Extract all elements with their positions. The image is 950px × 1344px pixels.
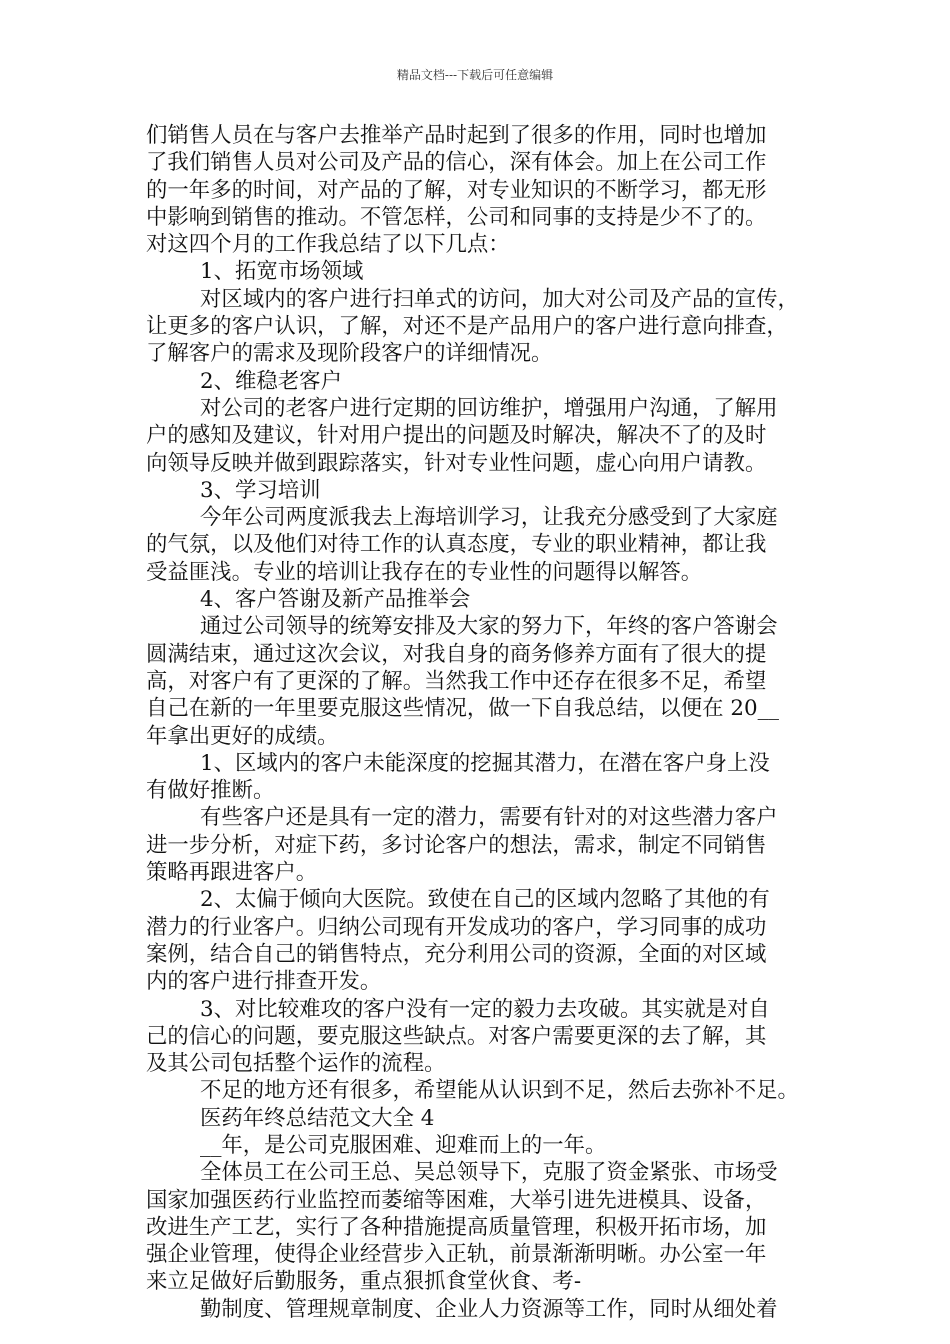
text-line: 对这四个月的工作我总结了以下几点： — [146, 232, 510, 258]
text-line: 通过公司领导的统筹安排及大家的努力下，年终的客户答谢会 — [200, 614, 778, 640]
page-header: 精品文档---下载后可任意编辑 — [396, 68, 554, 82]
text-line: 来立足做好后勤服务，重点狠抓食堂伙食、考- — [146, 1269, 582, 1295]
text-line: 户的感知及建议，针对用户提出的问题及时解决，解决不了的及时 — [146, 423, 767, 449]
text-line: 改进生产工艺，实行了各种措施提高质量管理，积极开拓市场，加 — [146, 1214, 767, 1240]
text-line: 年拿出更好的成绩。 — [146, 723, 339, 749]
text-line: 的一年多的时间，对产品的了解，对专业知识的不断学习，都无形 — [146, 177, 767, 203]
text-line: 圆满结束，通过这次会议，对我自身的商务修养方面有了很大的提 — [146, 641, 767, 667]
text-line: 了解客户的需求及现阶段客户的详细情况。 — [146, 341, 553, 367]
text-line: 不足的地方还有很多，希望能从认识到不足，然后去弥补不足。 — [200, 1078, 799, 1104]
text-line: 中影响到销售的推动。不管怎样，公司和同事的支持是少不了的。 — [146, 204, 767, 230]
text-line: 医药年终总结范文大全 4 — [200, 1105, 435, 1131]
text-line: 1、区域内的客户未能深度的挖掘其潜力，在潜在客户身上没 — [200, 750, 770, 776]
text-line: 案例，结合自己的销售特点，充分利用公司的资源，全面的对区域 — [146, 941, 767, 967]
text-line: 国家加强医药行业监控而萎缩等困难，大举引进先进模具、设备， — [146, 1187, 767, 1213]
text-line: 己的信心的问题，要克服这些缺点。对客户需要更深的去了解，其 — [146, 1023, 767, 1049]
document-body — [146, 122, 826, 1323]
text-line: 有做好推断。 — [146, 778, 275, 804]
text-line: 对公司的老客户进行定期的回访维护，增强用户沟通，了解用 — [200, 395, 778, 421]
text-line: 们销售人员在与客户去推举产品时起到了很多的作用，同时也增加 — [146, 123, 767, 148]
text-line: 4、客户答谢及新产品推举会 — [200, 587, 471, 613]
text-line: 让更多的客户认识，了解，对还不是产品用户的客户进行意向排查， — [146, 314, 788, 340]
text-line: 潜力的行业客户。归纳公司现有开发成功的客户，学习同事的成功 — [146, 914, 767, 940]
text-line: 对区域内的客户进行扫单式的访问，加大对公司及产品的宣传， — [200, 286, 799, 312]
text-line: 勤制度、管理规章制度、企业人力资源等工作，同时从细处着 — [200, 1296, 778, 1322]
text-line: 3、对比较难攻的客户没有一定的毅力去攻破。其实就是对自 — [200, 996, 770, 1022]
text-line: 1、拓宽市场领域 — [200, 259, 364, 285]
text-line: 3、学习培训 — [200, 477, 321, 503]
text-line: 自己在新的一年里要克服这些情况，做一下自我总结，以便在 20__ — [146, 696, 779, 722]
text-line: 了我们销售人员对公司及产品的信心，深有体会。加上在公司工作 — [146, 150, 767, 176]
text-line: 今年公司两度派我去上海培训学习，让我充分感受到了大家庭 — [200, 505, 778, 531]
text-line: 受益匪浅。专业的培训让我存在的专业性的问题得以解答。 — [146, 559, 703, 585]
text-line: __年，是公司克服困难、迎难而上的一年。 — [200, 1132, 607, 1158]
text-line: 全体员工在公司王总、吴总领导下，克服了资金紧张、市场受 — [200, 1160, 778, 1186]
text-line: 进一步分析，对症下药，多讨论客户的想法，需求，制定不同销售 — [146, 832, 767, 858]
text-line: 2、太偏于倾向大医院。致使在自己的区域内忽略了其他的有 — [200, 887, 770, 913]
text-line: 及其公司包括整个运作的流程。 — [146, 1051, 446, 1077]
text-line: 的气氛，以及他们对待工作的认真态度，专业的职业精神，都让我 — [146, 532, 767, 558]
text-line: 高，对客户有了更深的了解。当然我工作中还存在很多不足，希望 — [146, 668, 767, 694]
text-line: 内的客户进行排查开发。 — [146, 969, 382, 995]
text-line: 向领导反映并做到跟踪落实，针对专业性问题，虚心向用户请教。 — [146, 450, 767, 476]
text-line: 有些客户还是具有一定的潜力，需要有针对的对这些潜力客户 — [200, 805, 778, 831]
text-line: 强企业管理，使得企业经营步入正轨，前景渐渐明晰。办公室一年 — [146, 1242, 767, 1268]
text-line: 策略再跟进客户。 — [146, 860, 318, 886]
text-line: 2、维稳老客户 — [200, 368, 342, 394]
